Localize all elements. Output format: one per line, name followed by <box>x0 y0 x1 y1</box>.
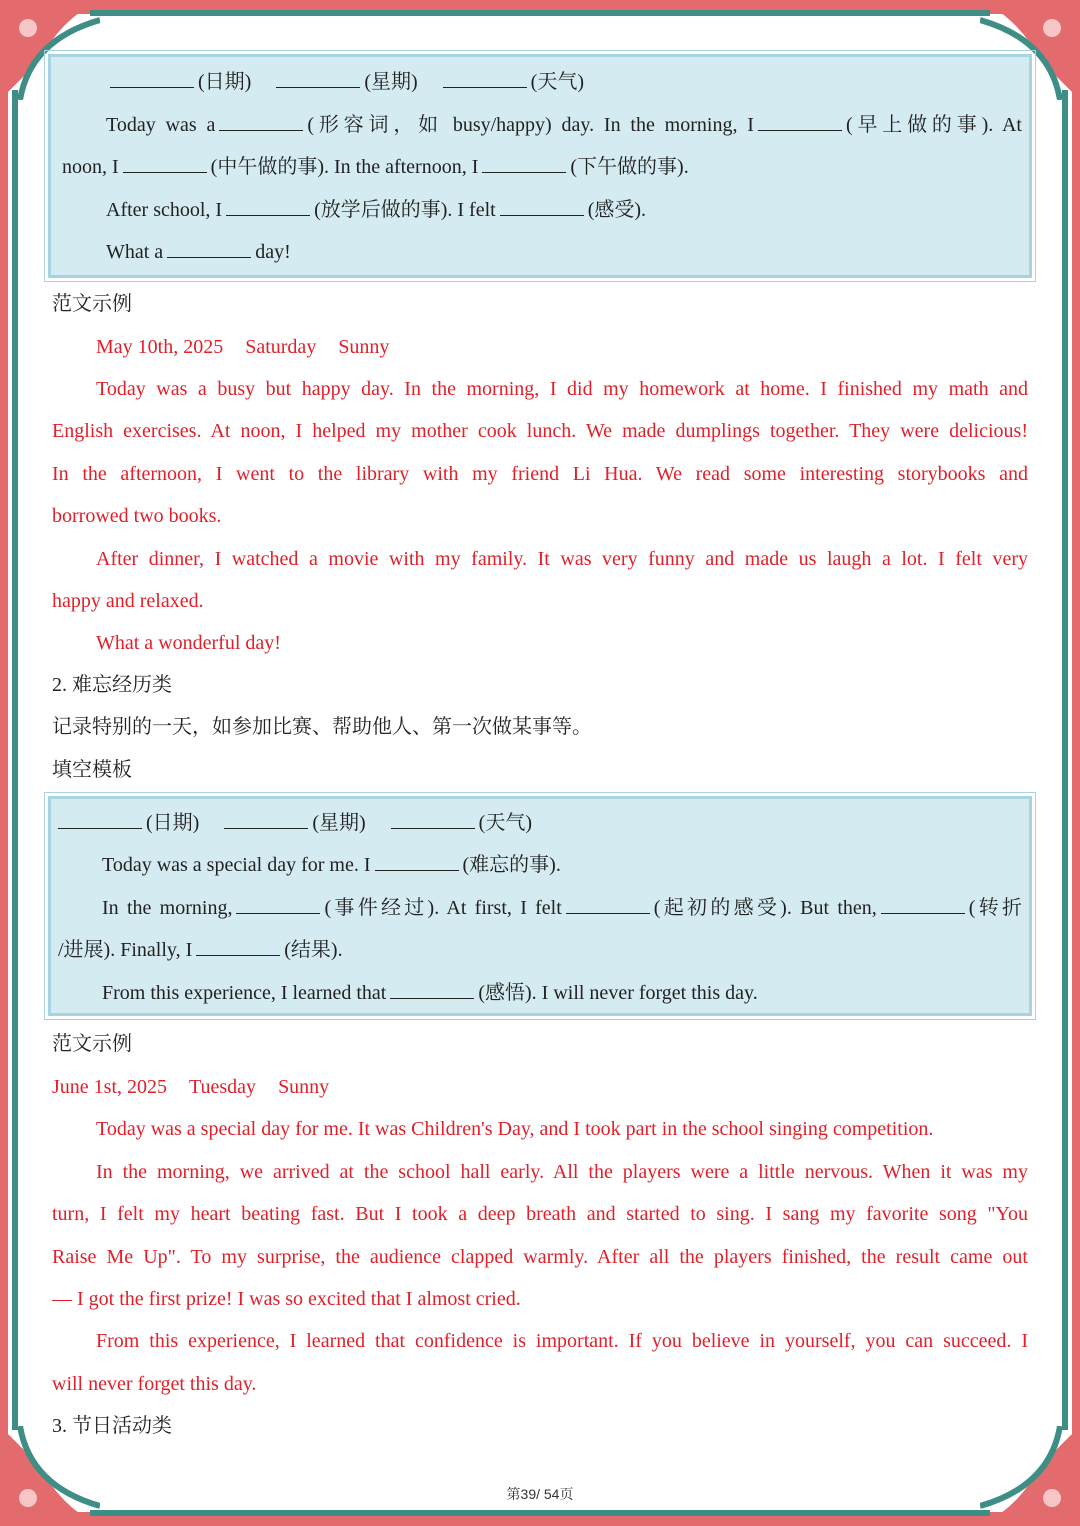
border-bottom <box>0 1512 1080 1526</box>
sample1-paragraph-line: Today was a busy but happy day. In the morning, I did my homework at home. I finished my math and <box>96 378 1028 400</box>
sample2-paragraph-line: — I got the first prize! I was so excited that I almost cried. <box>52 1288 521 1310</box>
sample2-paragraph-line: turn, I felt my heart beating fast. But I took a deep breath and started to sing. I sang my favorite song "You <box>52 1203 1028 1225</box>
border-top <box>0 0 1080 14</box>
sample2-paragraph-line: In the morning, we arrived at the school hall early. All the players were a little nervous. When it was my <box>96 1161 1028 1183</box>
sample2-heading: 范文示例 <box>52 1033 132 1055</box>
section3-heading: 3. 节日活动类 <box>52 1415 172 1437</box>
sample2-paragraph-line: will never forget this day. <box>52 1373 257 1395</box>
page-number: 第39/ 54页 <box>506 1486 574 1502</box>
sample2-paragraph-line: Raise Me Up". To my surprise, the audience clapped warmly. After all the players finished, the result came out <box>52 1246 1028 1268</box>
border-top-inner <box>90 10 990 16</box>
sample1-paragraph-line: After dinner, I watched a movie with my family. It was very funny and made us laugh a lot. I felt very <box>96 548 1028 570</box>
template2-line-4: /进展). Finally, I (结果). <box>58 935 958 965</box>
sample2-paragraph-line: From this experience, I learned that confidence is important. If you believe in yourself, you can succeed. I <box>96 1330 1028 1352</box>
sample1-paragraph-line: borrowed two books. <box>52 505 222 527</box>
sample1-paragraph-line: happy and relaxed. <box>52 590 204 612</box>
corner-ornament-icon <box>980 1426 1080 1526</box>
sample1-paragraph-line: English exercises. At noon, I helped my mother cook lunch. We made dumplings together. They were delicious! <box>52 420 1028 442</box>
corner-ornament-icon <box>0 1426 100 1526</box>
border-right <box>1072 0 1080 1526</box>
border-left-inner <box>12 90 18 1430</box>
sample1-heading: 范文示例 <box>52 293 132 315</box>
template2-date-line: (日期) (星期) (天气) <box>58 808 958 838</box>
template2-line-5: From this experience, I learned that (感悟). I will never forget this day. <box>102 978 1002 1008</box>
sample2-paragraph-line: Today was a special day for me. It was Children's Day, and I took part in the school singing competition. <box>96 1118 934 1140</box>
section2-heading: 2. 难忘经历类 <box>52 674 172 696</box>
template1-date-line: (日期) (星期) (天气) <box>106 67 1006 97</box>
border-right-inner <box>1062 90 1068 1430</box>
sample1-date-line: May 10th, 2025 Saturday Sunny <box>96 336 390 358</box>
sample1-paragraph-line: What a wonderful day! <box>96 632 281 654</box>
template2-line-2: Today was a special day for me. I (难忘的事). <box>102 850 1002 880</box>
template1-line-4: After school, I (放学后做的事). I felt (感受). <box>106 195 1006 225</box>
border-left <box>0 0 8 1526</box>
template1-line-2: Today was a (形容词，如 busy/happy) day. In the morning, I (早上做的事). At <box>106 110 1022 140</box>
section2-template-label: 填空模板 <box>52 759 132 781</box>
template1-line-5: What a day! <box>106 237 1006 267</box>
section2-description: 记录特别的一天，如参加比赛、帮助他人、第一次做某事等。 <box>52 716 592 738</box>
template2-line-3: In the morning, (事件经过). At first, I felt (起初的感受). But then, (转折 <box>102 893 1022 923</box>
sample2-date-line: June 1st, 2025 Tuesday Sunny <box>52 1076 330 1098</box>
template1-line-3: noon, I (中午做的事). In the afternoon, I (下午做的事). <box>62 152 962 182</box>
sample1-paragraph-line: In the afternoon, I went to the library with my friend Li Hua. We read some interesting storybooks and <box>52 463 1028 485</box>
border-bottom-inner <box>90 1510 990 1516</box>
